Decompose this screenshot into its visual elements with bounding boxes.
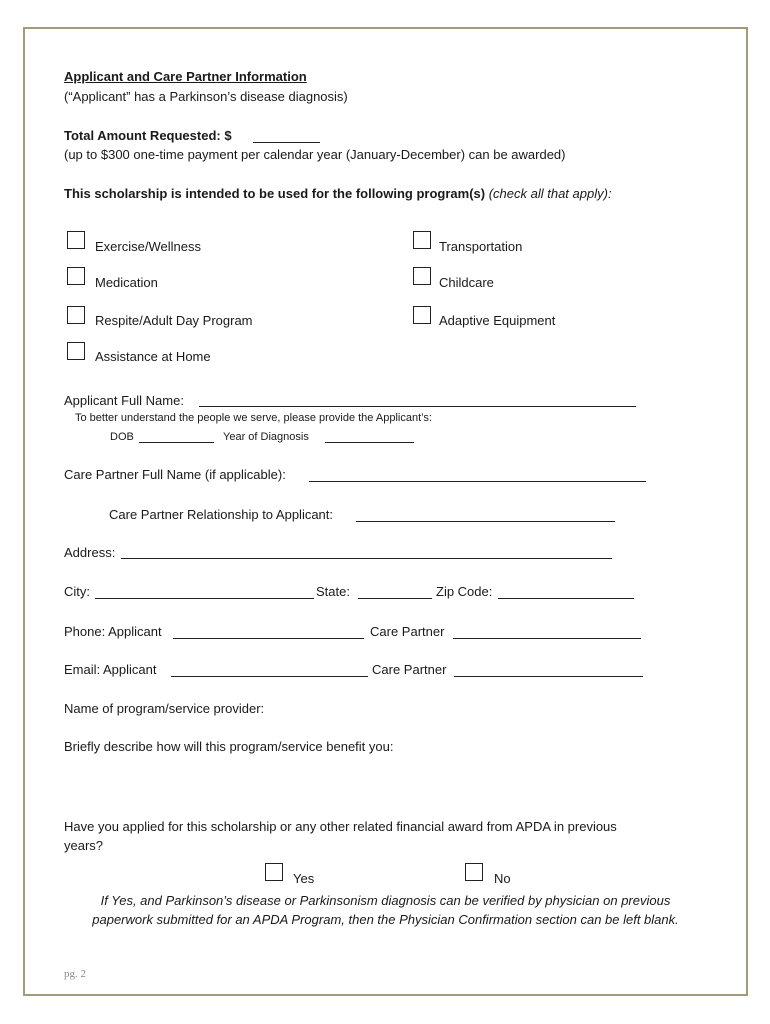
prior-note-line2: paperwork submitted for an APDA Program, then the Physician Confirmation section can be left blank. [92, 912, 679, 927]
section-title: Applicant and Care Partner Information [64, 69, 307, 84]
childcare-label: Childcare [439, 275, 494, 290]
email-care-partner-field[interactable] [454, 676, 643, 677]
medication-label: Medication [95, 275, 158, 290]
zip-field[interactable] [498, 598, 634, 599]
no-label: No [494, 871, 511, 886]
phone-care-partner-label: Care Partner [370, 624, 445, 639]
relationship-label: Care Partner Relationship to Applicant: [109, 507, 334, 522]
no-checkbox[interactable] [465, 863, 483, 881]
amount-label: Total Amount Requested: $ [64, 128, 232, 143]
city-field[interactable] [95, 598, 314, 599]
respite-label: Respite/Adult Day Program [95, 313, 253, 328]
yes-checkbox[interactable] [265, 863, 283, 881]
page-number: pg. 2 [64, 968, 86, 980]
adaptive-equipment-label: Adaptive Equipment [439, 313, 556, 328]
medication-checkbox[interactable] [67, 267, 85, 285]
programs-heading-text: This scholarship is intended to be used for the following program(s) [64, 186, 486, 201]
dob-field[interactable] [139, 442, 214, 443]
programs-heading-note: (check all that apply): [488, 186, 612, 201]
transportation-checkbox[interactable] [413, 231, 431, 249]
transportation-label: Transportation [439, 239, 523, 254]
exercise-checkbox[interactable] [67, 231, 85, 249]
provider-label: Name of program/service provider: [64, 701, 265, 716]
care-partner-name-label: Care Partner Full Name (if applicable): [64, 467, 286, 482]
state-label: State: [316, 584, 350, 599]
amount-note: (up to $300 one-time payment per calendar year (January-December) can be awarded) [64, 147, 566, 162]
phone-applicant-field[interactable] [173, 638, 364, 639]
zip-label: Zip Code: [436, 584, 493, 599]
benefit-label: Briefly describe how will this program/service benefit you: [64, 739, 394, 754]
phone-care-partner-field[interactable] [453, 638, 641, 639]
applicant-name-label: Applicant Full Name: [64, 393, 184, 408]
childcare-checkbox[interactable] [413, 267, 431, 285]
email-care-partner-label: Care Partner [372, 662, 447, 677]
programs-heading [64, 186, 612, 202]
email-applicant-field[interactable] [171, 676, 368, 677]
dob-label: DOB [110, 431, 134, 443]
address-label: Address: [64, 545, 116, 560]
amount-field[interactable] [253, 142, 320, 143]
year-diagnosis-label: Year of Diagnosis [223, 431, 309, 443]
demographic-note: To better understand the people we serve, please provide the Applicant’s: [75, 412, 432, 424]
email-applicant-label: Email: Applicant [64, 662, 157, 677]
state-field[interactable] [358, 598, 432, 599]
section-subtitle: (“Applicant” has a Parkinson’s disease diagnosis) [64, 89, 348, 104]
assistance-at-home-checkbox[interactable] [67, 342, 85, 360]
address-field[interactable] [121, 558, 612, 559]
care-partner-name-field[interactable] [309, 481, 646, 482]
exercise-label: Exercise/Wellness [95, 239, 201, 254]
phone-applicant-label: Phone: Applicant [64, 624, 162, 639]
adaptive-equipment-checkbox[interactable] [413, 306, 431, 324]
relationship-field[interactable] [356, 521, 615, 522]
yes-label: Yes [293, 871, 315, 886]
assistance-at-home-label: Assistance at Home [95, 349, 211, 364]
prior-question-line1: Have you applied for this scholarship or any other related financial award from APDA in previous [64, 819, 617, 834]
respite-checkbox[interactable] [67, 306, 85, 324]
applicant-name-field[interactable] [199, 406, 636, 407]
city-label: City: [64, 584, 90, 599]
year-diagnosis-field[interactable] [325, 442, 414, 443]
prior-question-line2: years? [64, 838, 104, 853]
prior-note-line1: If Yes, and Parkinson’s disease or Parkinsonism diagnosis can be verified by physician on previous [100, 893, 671, 908]
